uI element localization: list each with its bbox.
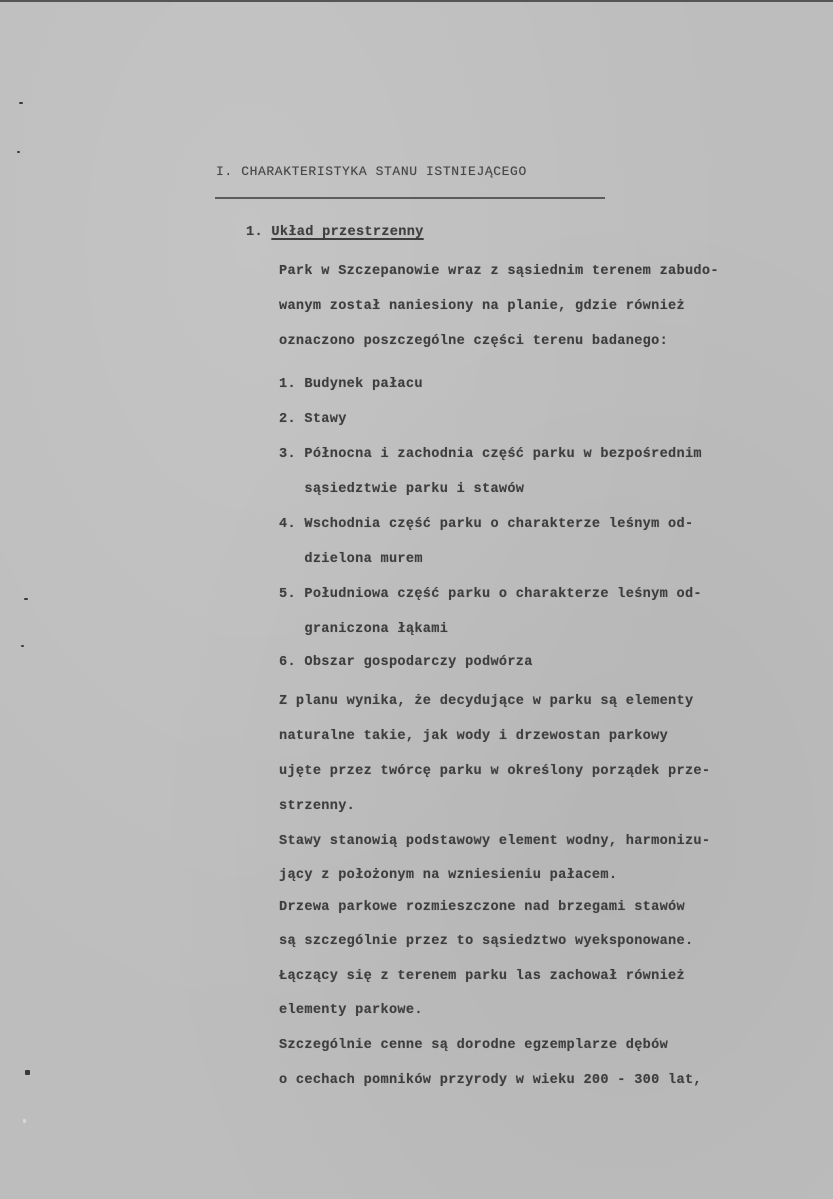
text-line: 2. Stawy [279,412,347,427]
text-line: o cechach pomników przyrody w wieku 200 - 300 lat, [279,1073,702,1088]
text-line: Stawy stanowią podstawowy element wodny, harmonizu- [279,834,711,849]
text-line: Łączący się z terenem parku las zachował również [279,969,685,984]
text-line: elementy parkowe. [279,1003,423,1018]
text-line: 4. Wschodnia część parku o charakterze leśnym od- [279,517,694,532]
margin-speck [19,102,23,104]
margin-speck [24,598,28,600]
text-line: dzielona murem [279,552,423,567]
section-title: Układ przestrzenny [271,225,424,240]
text-line: Park w Szczepanowie wraz z sąsiednim terenem zabudo- [279,264,719,279]
text-line: ujęte przez twórcę parku w określony porządek prze- [279,764,711,779]
margin-speck [17,151,20,153]
margin-speck [25,1070,30,1075]
text-line: jący z położonym na wzniesieniu pałacem. [279,868,618,883]
text-line: są szczególnie przez to sąsiedztwo wyeksponowane. [279,934,694,949]
text-line: 1. Budynek pałacu [279,377,423,392]
text-line: strzenny. [279,799,356,814]
text-line: wanym został naniesiony na planie, gdzie również [279,299,685,314]
text-line: oznaczono poszczególne części terenu badanego: [279,334,669,349]
text-line: Drzewa parkowe rozmieszczone nad brzegami stawów [279,900,685,915]
section-number: 1. [246,225,263,240]
text-line: graniczona łąkami [279,622,449,637]
text-line: 3. Północna i zachodnia część parku w bezpośrednim [279,447,702,462]
text-line: naturalne takie, jak wody i drzewostan parkowy [279,729,669,744]
heading-underline-rule [215,197,605,199]
margin-speck [23,1119,26,1123]
section-heading [246,225,424,240]
margin-speck [21,645,24,647]
text-line: 5. Południowa część parku o charakterze leśnym od- [279,587,702,602]
text-line: 6. Obszar gospodarczy podwórza [279,655,533,670]
text-line: sąsiedztwie parku i stawów [279,482,525,497]
text-line: Z planu wynika, że decydujące w parku są elementy [279,694,694,709]
text-line: Szczególnie cenne są dorodne egzemplarze dębów [279,1038,669,1053]
chapter-heading: I. CHARAKTERISTYKA STANU ISTNIEJĄCEGO [216,164,527,179]
